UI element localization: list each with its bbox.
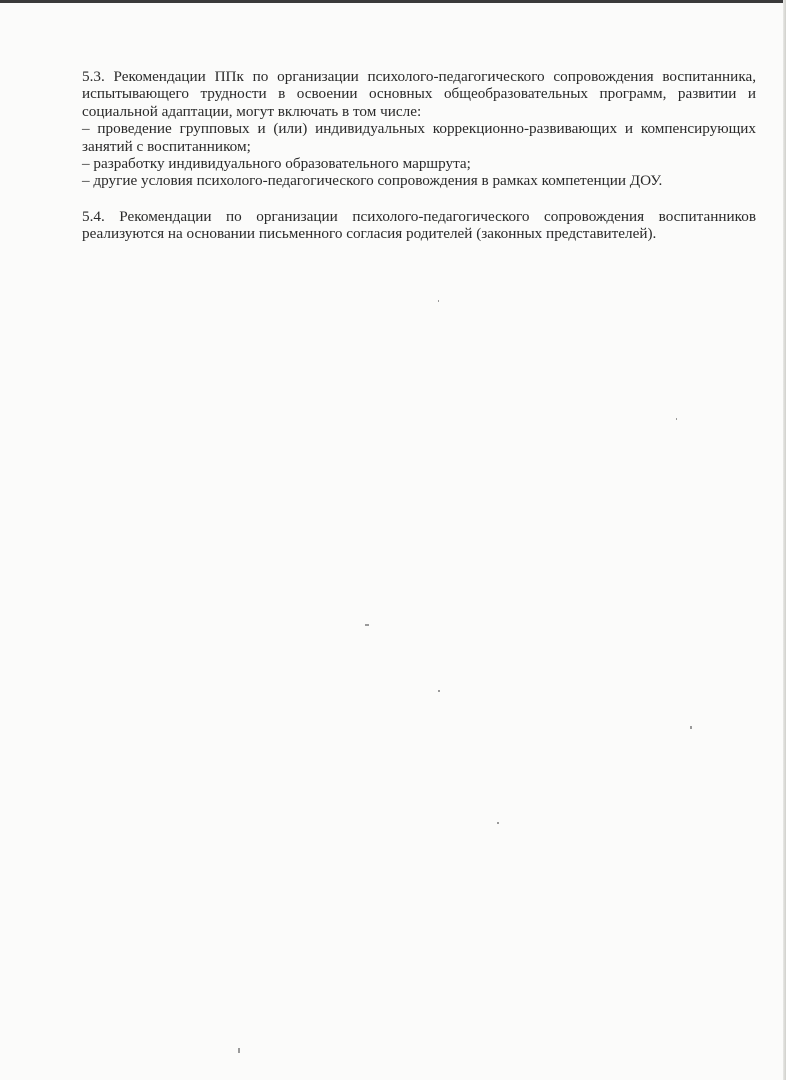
scan-speck <box>238 1048 240 1053</box>
section-5-3-item-1: – проведение групповых и (или) индивидуальных коррекционно-развивающих и компенсирующих занятий с воспитанником; <box>82 120 756 155</box>
scan-speck <box>676 418 677 420</box>
paragraph-gap <box>82 190 756 208</box>
scan-edge-top <box>0 0 786 3</box>
scan-speck <box>497 822 499 824</box>
section-5-3-intro: 5.3. Рекомендации ППк по организации психолого-педагогического сопровождения воспитанника, испытывающего трудности в освоении основных общеобразовательных программ, развитии и социальной адаптации, могут включать в том числе: <box>82 68 756 120</box>
scan-speck <box>690 726 692 729</box>
document-text <box>82 68 756 243</box>
scan-speck <box>438 300 439 302</box>
section-5-3-item-2: – разработку индивидуального образовательного маршрута; <box>82 155 471 173</box>
scan-speck <box>365 624 369 626</box>
section-5-4-text: 5.4. Рекомендации по организации психолого-педагогического сопровождения воспитанников реализуются на основании письменного согласия родителей (законных представителей). <box>82 207 756 243</box>
scan-speck <box>438 690 440 692</box>
section-5-3-item-3: – другие условия психолого-педагогического сопровождения в рамках компетенции ДОУ. <box>82 172 663 190</box>
